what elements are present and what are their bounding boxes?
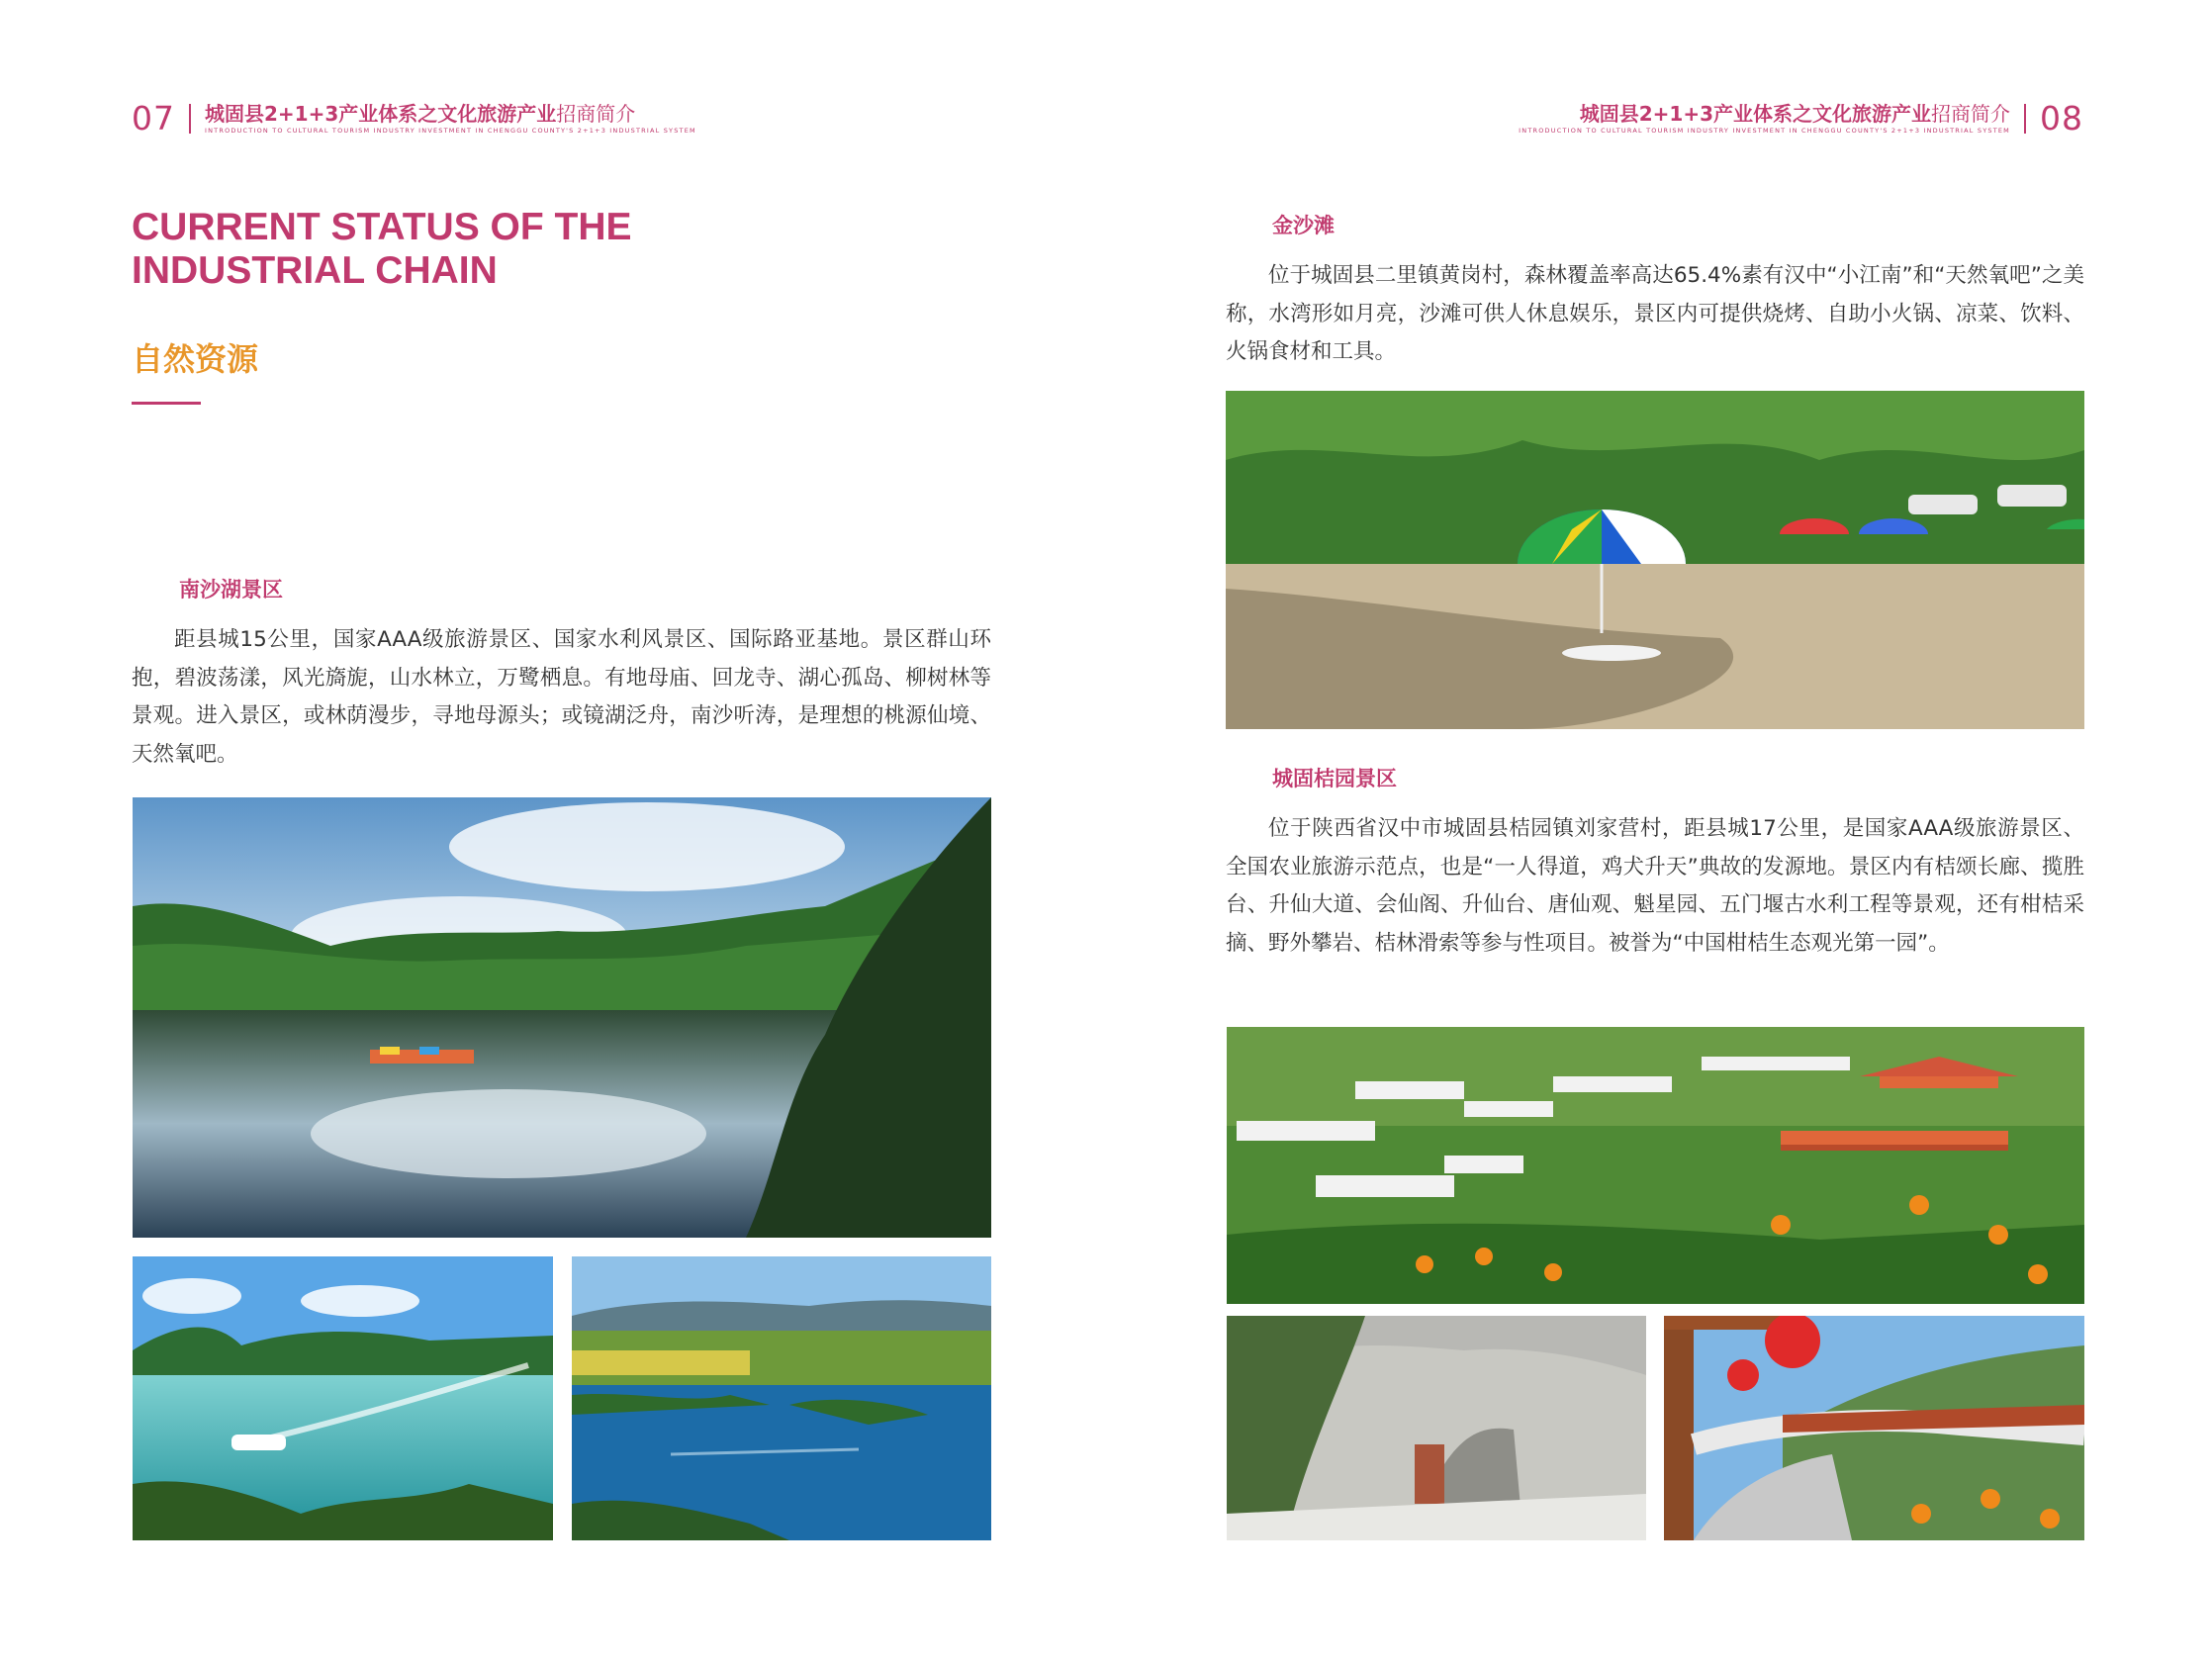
header-subtitle-right: INTRODUCTION TO CULTURAL TOURISM INDUSTRY INVESTMENT IN CHENGGU COUNTY'S 2+1+3 INDUSTRIAL SYSTEM (1519, 126, 2010, 135)
header-divider (189, 104, 191, 134)
lake-photo (133, 797, 991, 1238)
header-title-block (205, 102, 696, 136)
header-title: 城固县2+1+3产业体系之文化旅游产业招商简介 (205, 101, 636, 126)
header-title-block-right (1519, 102, 2010, 136)
nanshahu-text: 距县城15公里，国家AAA级旅游景区、国家水利风景区、国际路亚基地。景区群山环抱，碧波荡漾，风光旖旎，山水林立，万鹭栖息。有地母庙、回龙寺、湖心孤岛、柳树林等景观。进入景区，或林荫漫步，寻地母源头；或镜湖泛舟，南沙听涛，是理想的桃源仙境、天然氧吧。 (132, 627, 991, 767)
beach-photo (1226, 391, 2084, 729)
juyuan-title: 城固桔园景区 (1272, 767, 1397, 790)
lake-fields-photo (572, 1256, 991, 1540)
corridor-photo (1664, 1316, 2084, 1540)
header-subtitle: INTRODUCTION TO CULTURAL TOURISM INDUSTRY INVESTMENT IN CHENGGU COUNTY'S 2+1+3 INDUSTRIAL SYSTEM (205, 126, 696, 135)
page-right (1106, 0, 2212, 1667)
page-number-left: 07 (132, 99, 175, 138)
section-rule (132, 402, 201, 405)
page-number-right: 08 (2040, 99, 2083, 138)
header-divider-right (2024, 104, 2026, 134)
running-header-right (1519, 99, 2083, 138)
snow-photo (1227, 1316, 1646, 1540)
section-title-cn: 自然资源 (132, 340, 259, 378)
header-title-right: 城固县2+1+3产业体系之文化旅游产业招商简介 (1579, 101, 2010, 126)
orchard-photo (1227, 1027, 2084, 1304)
jinshatan-title: 金沙滩 (1272, 214, 1335, 237)
jinshatan-text: 位于城固县二里镇黄岗村，森林覆盖率高达65.4%素有汉中“小江南”和“天然氧吧”之美称，水湾形如月亮，沙滩可供人休息娱乐，景区内可提供烧烤、自助小火锅、凉菜、饮料、火锅食材和工具。 (1226, 263, 2084, 364)
running-header-left (132, 99, 696, 138)
juyuan-text: 位于陕西省汉中市城固县桔园镇刘家营村，距县城17公里，是国家AAA级旅游景区、全国农业旅游示范点，也是“一人得道，鸡犬升天”典故的发源地。景区内有桔颂长廊、揽胜台、升仙大道、会仙阁、升仙台、唐仙观、魁星园、五门堰古水利工程等景观，还有柑桔采摘、野外攀岩、桔林滑索等参与性项目。被誉为“中国柑桔生态观光第一园”。 (1226, 816, 2084, 956)
speedboat-photo (133, 1256, 553, 1540)
nanshahu-title: 南沙湖景区 (179, 578, 283, 602)
section-title-en: CURRENT STATUS OF THE INDUSTRIAL CHAIN (132, 206, 632, 292)
